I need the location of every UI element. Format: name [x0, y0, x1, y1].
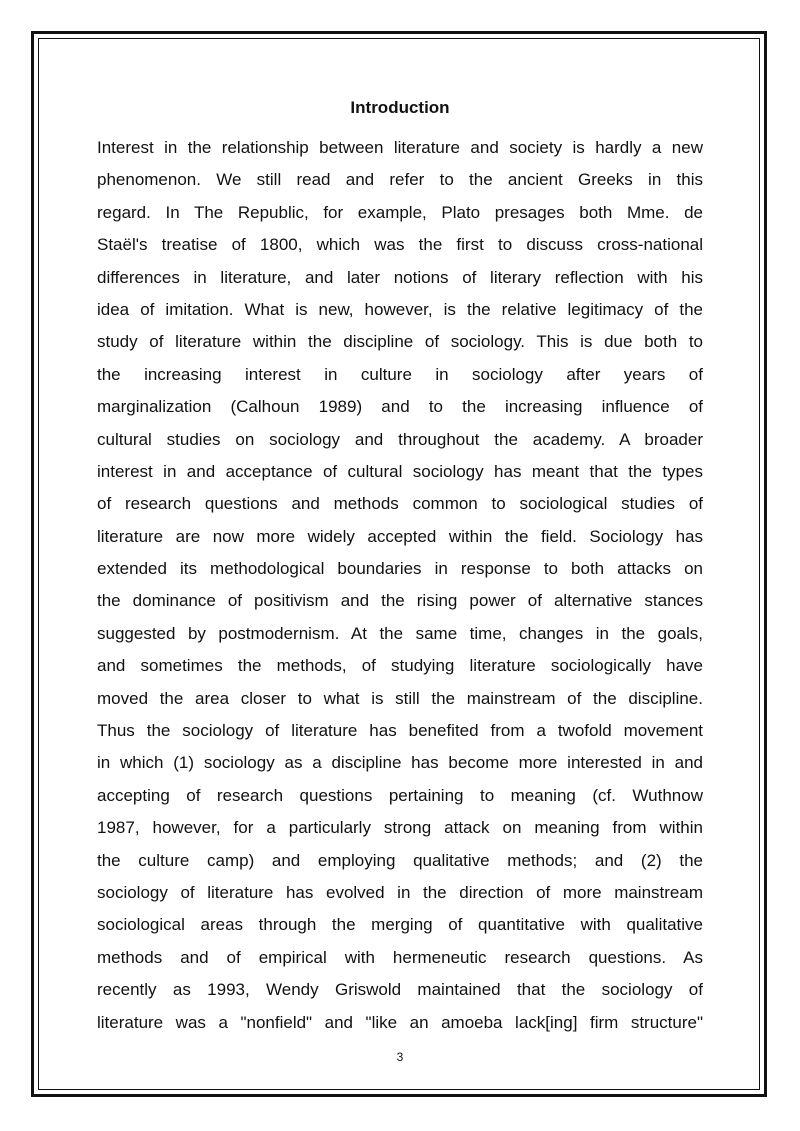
text-line: in which (1) sociology as a discipline has become more interested in and: [97, 753, 703, 773]
text-line: methods and of empirical with hermeneutic research questions. As: [97, 947, 703, 967]
text-line: of research questions and methods common to sociological studies of: [97, 494, 703, 514]
text-line: the culture camp) and employing qualitative methods; and (2) the: [97, 850, 703, 870]
text-line: and sometimes the methods, of studying literature sociologically have: [97, 656, 703, 676]
text-line: study of literature within the discipline of sociology. This is due both to: [97, 332, 703, 352]
text-line: Interest in the relationship between literature and society is hardly a new: [97, 138, 703, 157]
text-line: sociology of literature has evolved in the direction of more mainstream: [97, 882, 703, 902]
text-line: idea of imitation. What is new, however, is the relative legitimacy of the: [97, 299, 703, 319]
section-heading: Introduction: [350, 98, 450, 117]
text-line: literature was a "nonfield" and "like an amoeba lack[ing] firm structure": [97, 1012, 703, 1032]
text-line: literature are now more widely accepted within the field. Sociology has: [97, 526, 703, 546]
text-line: differences in literature, and later notions of literary reflection with his: [97, 267, 703, 287]
text-line: interest in and acceptance of cultural sociology has meant that the types: [97, 461, 703, 481]
text-line: moved the area closer to what is still the mainstream of the discipline.: [97, 688, 703, 708]
text-line: the dominance of positivism and the rising power of alternative stances: [97, 591, 703, 611]
text-line: phenomenon. We still read and refer to the ancient Greeks in this: [97, 170, 703, 190]
text-line: Staël's treatise of 1800, which was the first to discuss cross-national: [97, 235, 703, 255]
text-line: marginalization (Calhoun 1989) and to the increasing influence of: [97, 397, 703, 417]
text-line: extended its methodological boundaries in response to both attacks on: [97, 559, 703, 579]
page-number: 3: [396, 1050, 404, 1064]
text-line: 1987, however, for a particularly strong attack on meaning from within: [97, 818, 703, 838]
text-line: accepting of research questions pertaining to meaning (cf. Wuthnow: [97, 785, 703, 805]
text-line: sociological areas through the merging of quantitative with qualitative: [97, 915, 703, 935]
text-line: Thus the sociology of literature has benefited from a twofold movement: [97, 721, 703, 741]
text-line: the increasing interest in culture in sociology after years of: [97, 364, 703, 384]
text-line: suggested by postmodernism. At the same time, changes in the goals,: [97, 623, 703, 643]
text-line: regard. In The Republic, for example, Plato presages both Mme. de: [97, 202, 703, 222]
text-line: recently as 1993, Wendy Griswold maintained that the sociology of: [97, 980, 703, 1000]
text-line: cultural studies on sociology and throughout the academy. A broader: [97, 429, 703, 449]
body-paragraph: [97, 132, 703, 1039]
